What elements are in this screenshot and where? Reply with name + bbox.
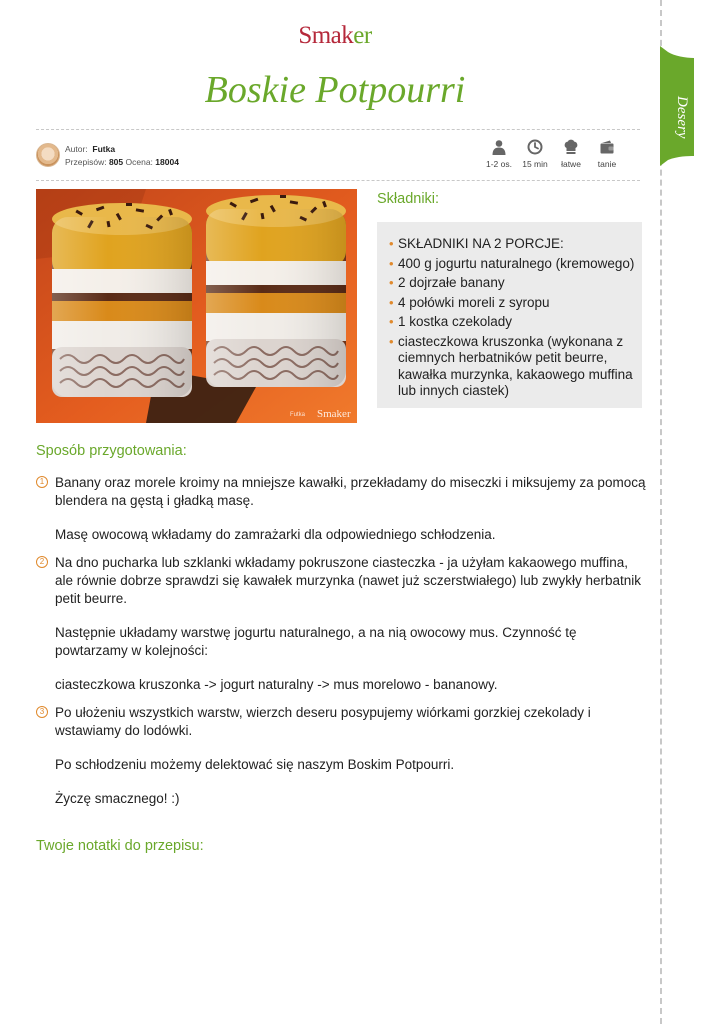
chef-hat-icon (563, 139, 579, 155)
ingredient-item: • SKŁADNIKI NA 2 PORCJE: (389, 236, 636, 253)
ingredients-list (389, 236, 636, 400)
ingredients-heading: Składniki: (377, 191, 440, 207)
recipe-title: Boskie Potpourri (204, 69, 466, 111)
author-stats (65, 156, 179, 169)
ingredient-item: • 400 g jogurtu naturalnego (kremowego) (389, 256, 636, 273)
meta-servings (479, 139, 519, 169)
ingredient-item: • ciasteczkowa kruszonka (wykonana z ciemnych herbatników petit beurre, kawałka murzynka, kakaowego muffina lub innych ciastek) (389, 334, 636, 400)
watermark-brand: Smaker (317, 408, 351, 420)
wallet-icon (599, 139, 615, 155)
step-paragraph: Masę owocową wkładamy do zamrażarki dla odpowiedniego schłodzenia. (55, 527, 496, 542)
meta-servings-label: 1-2 os. (486, 159, 512, 169)
meta-cost (587, 139, 627, 169)
divider-meta (36, 180, 640, 181)
recipes-label: Przepisów: (65, 157, 107, 167)
meta-time-label: 15 min (522, 159, 548, 169)
meta-time (515, 139, 555, 169)
step-paragraph: Banany oraz morele kroimy na mniejsze kawałki, przekładamy do miseczki i miksujemy za pomocą blendera na gęstą i gładką masę. (55, 475, 646, 508)
author-line (65, 143, 179, 156)
step-paragraph: Życzę smacznego! :) (55, 791, 180, 806)
step-3 (36, 704, 646, 808)
rating-label: Ocena: (125, 157, 153, 167)
recipes-count: 805 (108, 157, 124, 167)
rating-value: 18004 (155, 157, 179, 167)
step-paragraph: Na dno pucharka lub szklanki wkładamy pokruszone ciasteczka - ja użyłam kakaowego muffina, ale równie dobrze sprawdzi się kawałek murzynka (nawet już sczerstwiałego) lub zwykły herbatnik petit beurre. (55, 555, 641, 606)
step-paragraph: ciasteczkowa kruszonka -> jogurt naturalny -> mus morelowo - bananowy. (55, 677, 498, 692)
dessert-illustration (36, 189, 357, 423)
ingredients-box (377, 222, 642, 408)
step-paragraph: Po ułożeniu wszystkich warstw, wierzch deseru posypujemy wiórkami gorzkiej czekolady i wstawiamy do lodówki. (55, 705, 591, 738)
step-paragraph: Następnie układamy warstwę jogurtu naturalnego, a na nią owocowy mus. Czynność tę powtarzamy w kolejności: (55, 625, 577, 658)
recipe-photo[interactable] (36, 189, 357, 423)
author-label: Autor: (65, 144, 88, 154)
person-icon (491, 139, 507, 155)
meta-difficulty-label: łatwe (561, 159, 581, 169)
meta-cost-label: tanie (597, 159, 617, 169)
preparation-heading: Sposób przygotowania: (36, 443, 187, 459)
watermark-author: Futka (290, 412, 306, 418)
ingredient-item: • 2 dojrzałe banany (389, 275, 636, 292)
step-paragraph: Po schłodzeniu możemy delektować się naszym Boskim Potpourri. (55, 757, 455, 772)
meta-difficulty (551, 139, 591, 169)
brand-logo-part1: Smak (298, 22, 354, 49)
avatar[interactable] (36, 143, 60, 167)
brand-logo-part2: er (353, 22, 372, 49)
ingredient-item: • 4 połówki moreli z syropu (389, 295, 636, 312)
preparation-steps (36, 474, 646, 818)
notes-heading: Twoje notatki do przepisu: (36, 838, 204, 854)
step-number: 3 (36, 706, 48, 718)
brand-logo[interactable] (0, 22, 670, 50)
step-2 (36, 554, 646, 694)
category-label: Desery (674, 95, 690, 139)
step-number: 2 (36, 556, 48, 568)
clock-icon (527, 139, 543, 155)
divider-top (36, 129, 640, 130)
author-name[interactable]: Futka (92, 144, 116, 154)
author-info (65, 143, 179, 169)
step-1 (36, 474, 646, 544)
step-number: 1 (36, 476, 48, 488)
ingredient-item: • 1 kostka czekolady (389, 314, 636, 331)
